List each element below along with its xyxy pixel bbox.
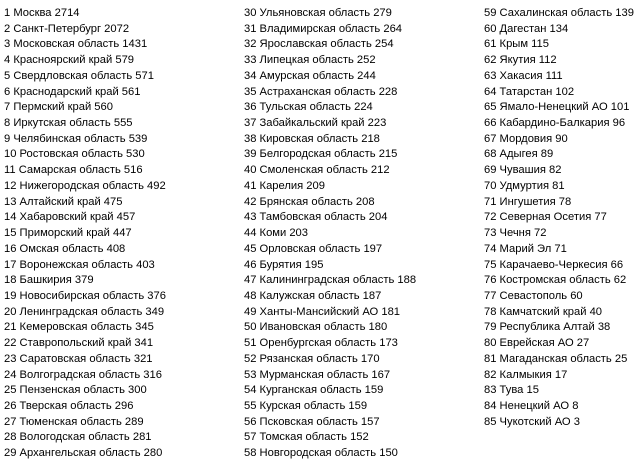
ranking-entry: 52 Рязанская область 170 [244,352,380,365]
ranking-entry: 29 Архангельская область 280 [4,447,163,460]
ranking-entry: 48 Калужская область 187 [244,289,382,302]
ranking-entry: 34 Амурская область 244 [244,69,376,82]
ranking-entry: 14 Хабаровский край 457 [4,211,136,224]
ranking-entry: 11 Самарская область 516 [4,164,143,177]
ranking-entry: 47 Калининградская область 188 [244,274,417,287]
ranking-entry: 81 Магаданская область 25 [484,352,628,365]
ranking-entry: 26 Тверская область 296 [4,399,134,412]
ranking-entry: 12 Нижегородская область 492 [4,179,166,192]
ranking-entry: 72 Северная Осетия 77 [484,211,607,224]
ranking-entry: 64 Татарстан 102 [484,85,575,98]
ranking-entry: 55 Курская область 159 [244,399,368,412]
ranking-entry: 62 Якутия 112 [484,54,557,67]
ranking-entry: 44 Коми 203 [244,227,309,240]
ranking-entry: 13 Алтайский край 475 [4,195,123,208]
ranking-entry: 39 Белгородская область 215 [244,148,398,161]
ranking-entry: 19 Новосибирская область 376 [4,289,166,302]
ranking-entry: 41 Карелия 209 [244,179,325,192]
ranking-entry: 33 Липецкая область 252 [244,54,376,67]
ranking-entry: 9 Челябинская область 539 [4,132,148,145]
ranking-entry: 23 Саратовская область 321 [4,352,153,365]
ranking-entry: 79 Республика Алтай 38 [484,321,611,334]
ranking-entry: 53 Мурманская область 167 [244,368,391,381]
ranking-entry: 4 Красноярский край 579 [4,54,135,67]
ranking-entry: 50 Ивановская область 180 [244,321,388,334]
ranking-entry: 32 Ярославская область 254 [244,38,394,51]
ranking-entry: 16 Омская область 408 [4,242,126,255]
ranking-entry: 71 Ингушетия 78 [484,195,572,208]
ranking-entry: 42 Брянская область 208 [244,195,375,208]
ranking-entry: 28 Вологодская область 281 [4,431,152,444]
ranking-entry: 60 Дагестан 134 [484,22,569,35]
ranking-entry: 21 Кемеровская область 345 [4,321,154,334]
ranking-entry: 51 Оренбургская область 173 [244,337,398,350]
ranking-entry: 61 Крым 115 [484,38,549,51]
ranking-entry: 46 Бурятия 195 [244,258,324,271]
ranking-entry: 36 Тульская область 224 [244,101,373,114]
ranking-entry: 74 Марий Эл 71 [484,242,567,255]
ranking-entry: 77 Севастополь 60 [484,289,583,302]
ranking-entry: 25 Пензенская область 300 [4,384,147,397]
ranking-entry: 45 Орловская область 197 [244,242,383,255]
ranking-entry: 18 Башкирия 379 [4,274,94,287]
ranking-entry: 40 Смоленская область 212 [244,164,390,177]
ranking-column-1 [4,6,166,462]
ranking-entry: 66 Кабардино-Балкария 96 [484,117,626,130]
ranking-entry: 7 Пермский край 560 [4,101,113,114]
ranking-entry: 67 Мордовия 90 [484,132,568,145]
ranking-entry: 84 Ненецкий АО 8 [484,399,579,412]
ranking-entry: 83 Тува 15 [484,384,539,397]
ranking-entry: 35 Астраханская область 228 [244,85,398,98]
ranking-entry: 76 Костромская область 62 [484,274,627,287]
ranking-entry: 57 Томская область 152 [244,431,369,444]
ranking-column-3 [484,6,634,430]
ranking-entry: 65 Ямало-Ненецкий АО 101 [484,101,630,114]
ranking-entry: 80 Еврейская АО 27 [484,337,590,350]
ranking-entry: 70 Удмуртия 81 [484,179,565,192]
ranking-entry: 82 Калмыкия 17 [484,368,568,381]
ranking-column-2 [244,6,416,462]
ranking-entry: 15 Приморский край 447 [4,227,132,240]
ranking-entry: 2 Санкт-Петербург 2072 [4,22,130,35]
ranking-entry: 5 Свердловская область 571 [4,69,154,82]
ranking-entry: 73 Чечня 72 [484,227,547,240]
ranking-entry: 8 Иркутская область 555 [4,117,133,130]
ranking-entry: 59 Сахалинская область 139 [484,7,634,19]
ranking-entry: 54 Курганская область 159 [244,384,384,397]
ranking-entry: 38 Кировская область 218 [244,132,380,145]
ranking-entry: 49 Ханты-Мансийский АО 181 [244,305,401,318]
ranking-entry: 78 Камчатский край 40 [484,305,603,318]
ranking-entry: 68 Адыгея 89 [484,148,554,161]
ranking-entry: 1 Москва 2714 [4,7,80,19]
ranking-entry: 37 Забайкальский край 223 [244,117,387,130]
ranking-entry: 56 Псковская область 157 [244,415,380,428]
ranking-entry: 31 Владимирская область 264 [244,22,403,35]
ranking-entry: 6 Краснодарский край 561 [4,85,141,98]
ranking-entry: 75 Карачаево-Черкесия 66 [484,258,624,271]
ranking-entry: 22 Ставропольский край 341 [4,337,154,350]
ranking-entry: 3 Московская область 1431 [4,38,148,51]
ranking-entry: 43 Тамбовская область 204 [244,211,388,224]
ranking-entry: 17 Воронежская область 403 [4,258,155,271]
ranking-entry: 10 Ростовская область 530 [4,148,145,161]
ranking-entry: 20 Ленинградская область 349 [4,305,165,318]
ranking-entry: 24 Волгоградская область 316 [4,368,162,381]
ranking-entry: 27 Тюменская область 289 [4,415,144,428]
ranking-entry: 63 Хакасия 111 [484,69,563,82]
ranking-entry: 58 Новгородская область 150 [244,447,398,460]
ranking-entry: 30 Ульяновская область 279 [244,7,392,19]
ranking-entry: 85 Чукотский АО 3 [484,415,580,428]
ranking-entry: 69 Чувашия 82 [484,164,562,177]
